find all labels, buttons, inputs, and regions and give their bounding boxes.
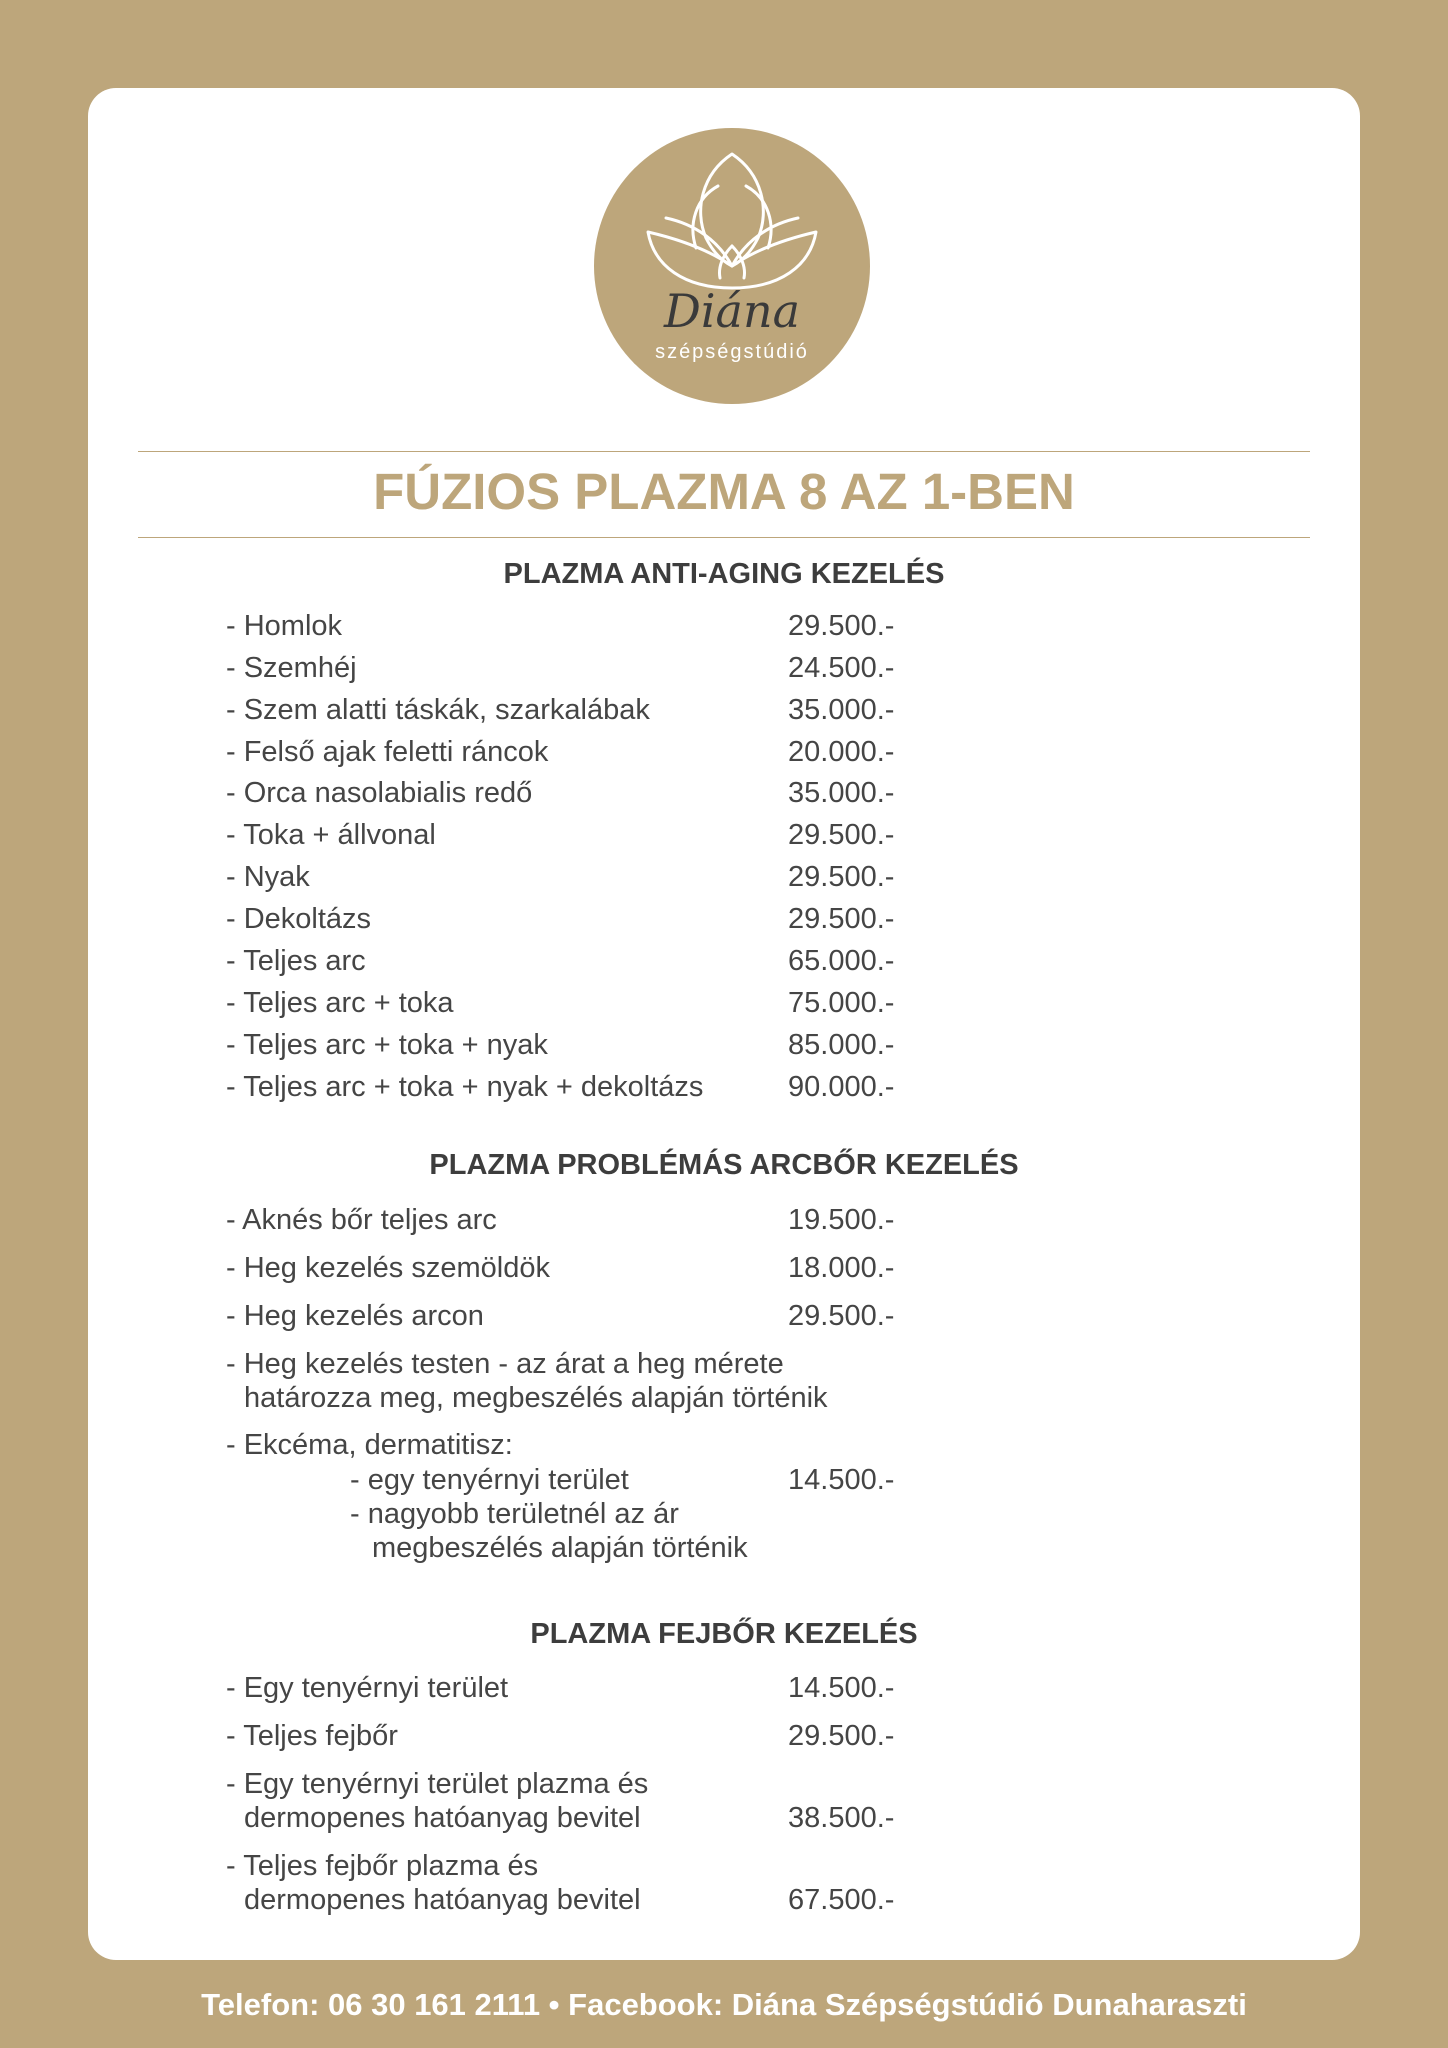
price-row (226, 1494, 926, 1564)
treatment-price: 29.500.- (788, 1300, 895, 1332)
treatment-price: 20.000.- (788, 736, 895, 768)
treatment-name: - Szem alatti táskák, szarkalábak (226, 694, 650, 726)
treatment-name: - egy tenyérnyi terület (350, 1464, 629, 1496)
price-row (226, 941, 926, 981)
treatment-note: dermopenes hatóanyag bevitel (244, 1802, 641, 1834)
treatment-name: - Egy tenyérnyi terület plazma és (226, 1768, 649, 1800)
contact-footer: Telefon: 06 30 161 2111 • Facebook: Diána Szépségstúdió Dunaharaszti (201, 1987, 1247, 2022)
treatment-name: - Homlok (226, 610, 343, 642)
treatment-name: - Teljes arc + toka + nyak (226, 1029, 548, 1061)
price-row (226, 1025, 926, 1065)
treatment-name: - Felső ajak feletti ráncok (226, 736, 549, 768)
treatment-name: - Aknés bőr teljes arc (226, 1204, 497, 1236)
treatment-price: 38.500.- (788, 1802, 895, 1834)
treatment-price: 29.500.- (788, 610, 895, 642)
price-row (226, 606, 926, 646)
price-row (226, 1344, 926, 1414)
price-row (226, 1716, 926, 1756)
treatment-price: 29.500.- (788, 1720, 895, 1752)
treatment-name: - Orca nasolabialis redő (226, 777, 533, 809)
treatment-name: - Teljes fejbőr plazma és (226, 1850, 539, 1882)
treatment-price: 85.000.- (788, 1029, 895, 1061)
title-rule-bottom (138, 537, 1310, 538)
treatment-name: - Heg kezelés testen - az árat a heg mérete (226, 1348, 784, 1380)
treatment-note: megbeszélés alapján történik (372, 1532, 748, 1564)
price-row (226, 857, 926, 897)
treatment-price: 29.500.- (788, 861, 895, 893)
treatment-price: 14.500.- (788, 1672, 895, 1704)
price-row (226, 899, 926, 939)
treatment-price: 90.000.- (788, 1071, 895, 1103)
treatment-name: - Ekcéma, dermatitisz: (226, 1429, 513, 1461)
page-title: FÚZIOS PLAZMA 8 AZ 1-BEN (373, 463, 1075, 520)
price-row (226, 983, 926, 1023)
treatment-name: - Toka + állvonal (226, 819, 436, 851)
treatment-price: 14.500.- (788, 1464, 895, 1496)
treatment-name: - Heg kezelés szemöldök (226, 1252, 550, 1284)
treatment-name: - Szemhéj (226, 652, 357, 684)
treatment-price: 65.000.- (788, 945, 895, 977)
treatment-note: határozza meg, megbeszélés alapján történik (244, 1382, 828, 1414)
treatment-name: - Teljes arc (226, 945, 366, 977)
price-row (226, 648, 926, 688)
treatment-price: 35.000.- (788, 694, 895, 726)
price-row (226, 1067, 926, 1107)
price-row (226, 1248, 926, 1288)
section-title-anti-aging: PLAZMA ANTI-AGING KEZELÉS (503, 558, 945, 590)
treatment-name: - Teljes arc + toka + nyak + dekoltázs (226, 1071, 704, 1103)
treatment-price: 75.000.- (788, 987, 895, 1019)
treatment-price: 18.000.- (788, 1252, 895, 1284)
treatment-name: - Dekoltázs (226, 903, 372, 935)
section-title-problem-skin: PLAZMA PROBLÉMÁS ARCBŐR KEZELÉS (429, 1149, 1019, 1181)
treatment-price: 19.500.- (788, 1204, 895, 1236)
price-row (226, 732, 926, 772)
treatment-price: 67.500.- (788, 1884, 895, 1916)
title-rule-top (138, 451, 1310, 452)
treatment-price: 24.500.- (788, 652, 895, 684)
price-row (226, 690, 926, 730)
treatment-note: dermopenes hatóanyag bevitel (244, 1884, 641, 1916)
logo-name: Diána (663, 284, 801, 338)
price-row (226, 1425, 926, 1465)
treatment-price: 29.500.- (788, 903, 895, 935)
price-row (226, 815, 926, 855)
treatment-name: - Teljes fejbőr (226, 1720, 398, 1752)
price-row (226, 1296, 926, 1336)
price-row (226, 1668, 926, 1708)
treatment-price: 35.000.- (788, 777, 895, 809)
treatment-name: - Nyak (226, 861, 310, 893)
section-title-scalp: PLAZMA FEJBŐR KEZELÉS (530, 1618, 918, 1650)
price-row (226, 1846, 926, 1916)
treatment-name: - Teljes arc + toka (226, 987, 454, 1019)
price-row (226, 1764, 926, 1834)
treatment-price: 29.500.- (788, 819, 895, 851)
treatment-name: - nagyobb területnél az ár (350, 1498, 679, 1530)
treatment-name: - Heg kezelés arcon (226, 1300, 484, 1332)
treatment-name: - Egy tenyérnyi terület (226, 1672, 509, 1704)
studio-logo (594, 128, 870, 404)
price-row (226, 1200, 926, 1240)
price-row (226, 773, 926, 813)
logo-subtitle: szépségstúdió (655, 341, 809, 363)
